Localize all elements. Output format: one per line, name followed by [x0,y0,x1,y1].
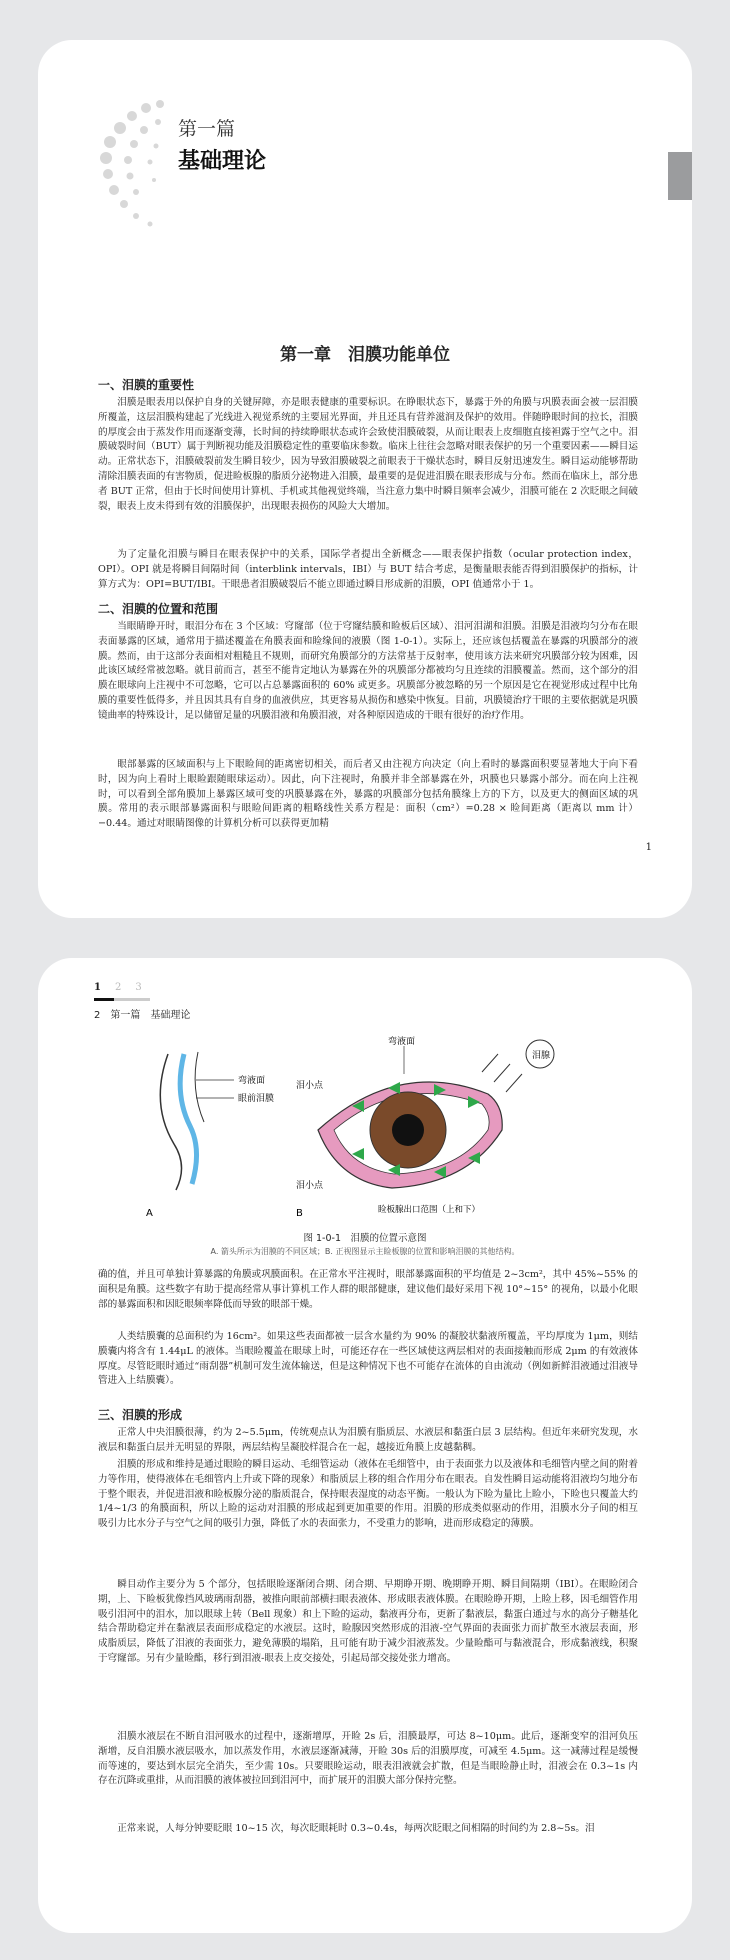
page-number: 1 [645,842,652,853]
label-a-menisci: 弯液面 [238,1076,266,1086]
section-tab [668,152,692,200]
figure-1-0-1 [138,1034,598,1224]
page-1 [38,40,692,918]
chapter-title: 第一章 泪膜功能单位 [280,345,450,365]
paragraph: 泪膜的形成和维持是通过眼睑的瞬目运动、毛细管运动（液体在毛细管中，由于表面张力以及液体和毛细管内壁之间的附着力等作用，使得液体在毛细管内上升或下降的现象）和脂质层上移的组合作用分布在眼表。自发性瞬目运动能将泪液均匀地分布于整个眼表，并促进泪液和睑板腺分泌的脂质混合，保持眼表湿度的动态平衡。一般认为下睑为量比上睑小，下睑也只覆盖大约 1/4~1/3 的角膜面积，所以上睑的运动对泪膜的形成起到更加重要的作用。泪膜的形成类似驱动的作用，泪膜水分子间的相互吸引力比水分子与空气之间的吸引力强，降低了水的表面张力，不受重力的影响，进而形成稳定的薄膜。 [98,1459,638,1530]
chapter-progress-numbers [94,982,156,993]
section-heading-2: 二、泪膜的位置和范围 [98,602,219,616]
chapter-num-current: 1 [94,982,101,993]
section-heading-3: 三、泪膜的形成 [98,1408,183,1422]
label-a-film: 眼前泪膜 [238,1094,275,1104]
section-heading-1: 一、泪膜的重要性 [98,378,195,392]
chapter-num: 2 [114,982,122,993]
label-b-gland: 泪腺 [532,1051,551,1061]
chapter-num: 3 [135,982,142,993]
figure-caption: 图 1-0-1 泪膜的位置示意图 [303,1233,427,1244]
running-head: 2 第一篇 基础理论 [94,1010,191,1021]
paragraph: 泪膜是眼表用以保护自身的关键屏障，亦是眼表健康的重要标识。在睁眼状态下，暴露于外的角膜与巩膜表面会被一层泪膜所覆盖，这层泪膜构建起了光线进入视觉系统的主要屈光界面，并且还具有营养滋润及保护的效用。伴随睁眼时间的拉长，泪膜的厚度会由于蒸发作用而逐渐变薄，长时间的持续睁眼状态或许会致使泪膜破裂，从而让眼表上皮细胞直接袒露于空气之中。泪膜破裂时间（BUT）属于判断视功能及泪膜稳定性的重要临床参数。临床上往往会忽略对眼表保护的另一个重要因素——瞬目运动。正常状态下，泪膜破裂前发生瞬目较少，因为导致泪膜破裂之前眼表于干燥状态时，瞬目反射迅速发生。瞬目运动能够帮助清除泪膜表面的有害物质，促进睑板腺的脂质分泌物进入泪膜，最重要的是促进泪膜在眼表形成与分布。然而在临床上，部分患者 BUT 正常，但由于长时间使用计算机、手机或其他视觉终端，当注意力集中时瞬目频率会减少，泪膜可能在 2 次眨眼之间破裂，眼表上皮未得到有效的泪膜保护，出现眼表损伤的风险大大增加。 [98,397,638,512]
paragraph: 确的值，并且可单独计算暴露的角膜或巩膜面积。在正常水平注视时，眼部暴露面积的平均值是 2~3cm²，其中 45%~55% 的面积是角膜。这些数字有助于提高经常从事计算机工作人群的眼部健康，建议他们最好采用下视 10°~15° 的视角，以最小化眼部的暴露面积和因眨眼频率降低而导致的眼部干燥。 [98,1269,638,1310]
paragraph: 正常来说，人每分钟要眨眼 10~15 次，每次眨眼耗时 0.3~0.4s，每两次眨眼之间相隔的时间约为 2.8~5s。泪 [117,1823,595,1834]
part-label: 第一篇 [178,118,236,140]
paragraph: 瞬目动作主要分为 5 个部分，包括眼睑逐渐闭合期、闭合期、早期睁开期、晚期睁开期、瞬目间隔期（IBI）。在眼睑闭合期，上、下睑板犹像挡风玻璃雨刮器，被推向眼前部横扫眼表液体、形成眼表液体膜。在眼睑睁开期，上睑上移，因毛细管作用吸引泪河中的泪水，加以眼球上转（Bell 现象）和上下睑的运动，黏液再分布，更新了黏液层，黏蛋白通过与水的高分子糖基化结合帮助稳定并在黏液层表面形成稳定的水液层。这时，睑腺因突然形成的泪液-空气界面的表面张力而扩散至水液层表面，形成脂质层，降低了泪液的表面张力，避免薄膜的塌陷，且可能有助于减少泪液蒸发。少量睑酯可与黏液混合，形成黏液线，积聚于穹窿部。另有少量睑酯，移行到泪液-眼表上皮交接处，引起局部交接处张力增高。 [98,1579,638,1664]
part-title: 基础理论 [178,149,267,174]
panel-b-label: B [296,1208,303,1219]
chapter-progress-bar [94,998,150,1001]
decorative-dots [98,96,188,236]
paragraph: 眼部暴露的区域面积与上下眼睑间的距离密切相关，而后者又由注视方向决定（向上看时的暴露面积要显著地大于向下看时，因为向上看时上眼睑跟随眼球运动）。因此，向下注视时，角膜并非全部暴露在外，巩膜也只暴露小部分。而在向上注视时，可以看到全部角膜加上暴露区域可变的巩膜暴露在外，暴露的巩膜部分包括角膜缘上方的下方，以及更大的侧面区域的巩膜。常用的表示眼部暴露面积与眼睑间距离的粗略线性关系方程是：面积（cm²）=0.28 × 睑间距离（距离以 mm 计）−0.44。通过对眼睛图像的计算机分析可以获得更加精 [98,759,638,830]
label-b-meibomian: 睑板腺出口范围（上和下） [378,1205,481,1215]
page-2 [38,958,692,1933]
paragraph: 人类结膜囊的总面积约为 16cm²。如果这些表面都被一层含水量约为 90% 的凝胶状黏液所覆盖，平均厚度为 1μm，则结膜囊内将含有 1.44μL 的液体。当眼睑覆盖在眼球上时，可能还存在一些区域使这两层相对的表面接触而形成 2μm 的有效液体厚度。尽管眨眼时通过“雨刮器”机制可发生流体输送，但是这种情况下也不可能存在流体的自由流动（例如新鲜泪液通过泪液导管进入上结膜囊）。 [98,1331,638,1387]
panel-a-label: A [146,1208,153,1219]
paragraph: 泪膜水液层在不断自泪河吸水的过程中，逐渐增厚，开睑 2s 后，泪膜最厚，可达 8~10μm。此后，逐渐变窄的泪河负压渐增，反自泪膜水液层吸水，加以蒸发作用，水液层逐渐减薄，开睑 30s 后的泪膜厚度，可减至 4.5μm。这一减薄过程是缓慢而等速的，要达到水层完全消失，至少需 10s。只要眼睑运动，眼表泪液就会扩散，但是当眼睑静止时，泪液会在 0.3~1s 内存在沉降或重排，从而泪膜的液体被拉回到泪河中，而扩展开的泪膜大部分保持完整。 [98,1731,638,1787]
paragraph: 为了定量化泪膜与瞬目在眼表保护中的关系，国际学者提出全新概念——眼表保护指数（ocular protection index，OPI）。OPI 就是将瞬目间隔时间（interblink intervals，IBI）与 BUT 结合考虑，是衡量眼表能否得到泪膜保护的指标，计算方式为：OPI=BUT/IBI。干眼患者泪膜破裂后不能立即通过瞬目形成新的泪膜，OPI 值通常小于 1。 [98,549,638,590]
label-b-punctum-lower: 泪小点 [296,1181,324,1191]
paragraph: 正常人中央泪膜很薄，约为 2~5.5μm，传统观点认为泪膜有脂质层、水液层和黏蛋白层 3 层结构。但近年来研究发现，水液层和黏蛋白层并无明显的界限，两层结构呈凝胶样混合在一起，越接近角膜上皮越黏稠。 [98,1427,638,1453]
label-b-menisci: 弯液面 [388,1037,416,1047]
figure-note: A. 箭头所示为泪膜的不同区域；B. 正视图显示主睑板腺的位置和影响泪膜的其他结构。 [210,1247,520,1256]
label-b-punctum-upper: 泪小点 [296,1081,324,1091]
paragraph: 当眼睛睁开时，眼泪分布在 3 个区域：穹窿部（位于穹窿结膜和睑板后区域）、泪河泪湖和泪膜。泪膜是泪液均匀分布在眼表面暴露的区域，通常用于描述覆盖在角膜表面和睑缘间的液膜（图 1-0-1）。实际上，还应该包括覆盖在暴露的巩膜部分的液膜。然而，由于这部分表面相对粗糙且不规则，而研究角膜部分的方法常基于反射率，使用该方法来研究巩膜部分较为困难，因此该区域经常被忽略。就目前而言，甚至不能肯定地认为暴露在外的巩膜部分都被均匀且连续的泪膜覆盖。然而，这个部分的泪膜在眼球向上注视中不可忽略，它可以占总暴露面积的 60% 或更多。巩膜部分被忽略的另一个原因是它在视觉形成过程中比角膜的重要性低得多，并且因其具有自身的血液供应，其更容易从损伤和感染中恢复。目前，巩膜镜治疗干眼的主要依据就是巩膜镜曲率的特殊设计，足以储留足量的巩膜泪液和角膜泪液，对各种原因造成的干眼有很好的治疗作用。 [98,621,638,721]
